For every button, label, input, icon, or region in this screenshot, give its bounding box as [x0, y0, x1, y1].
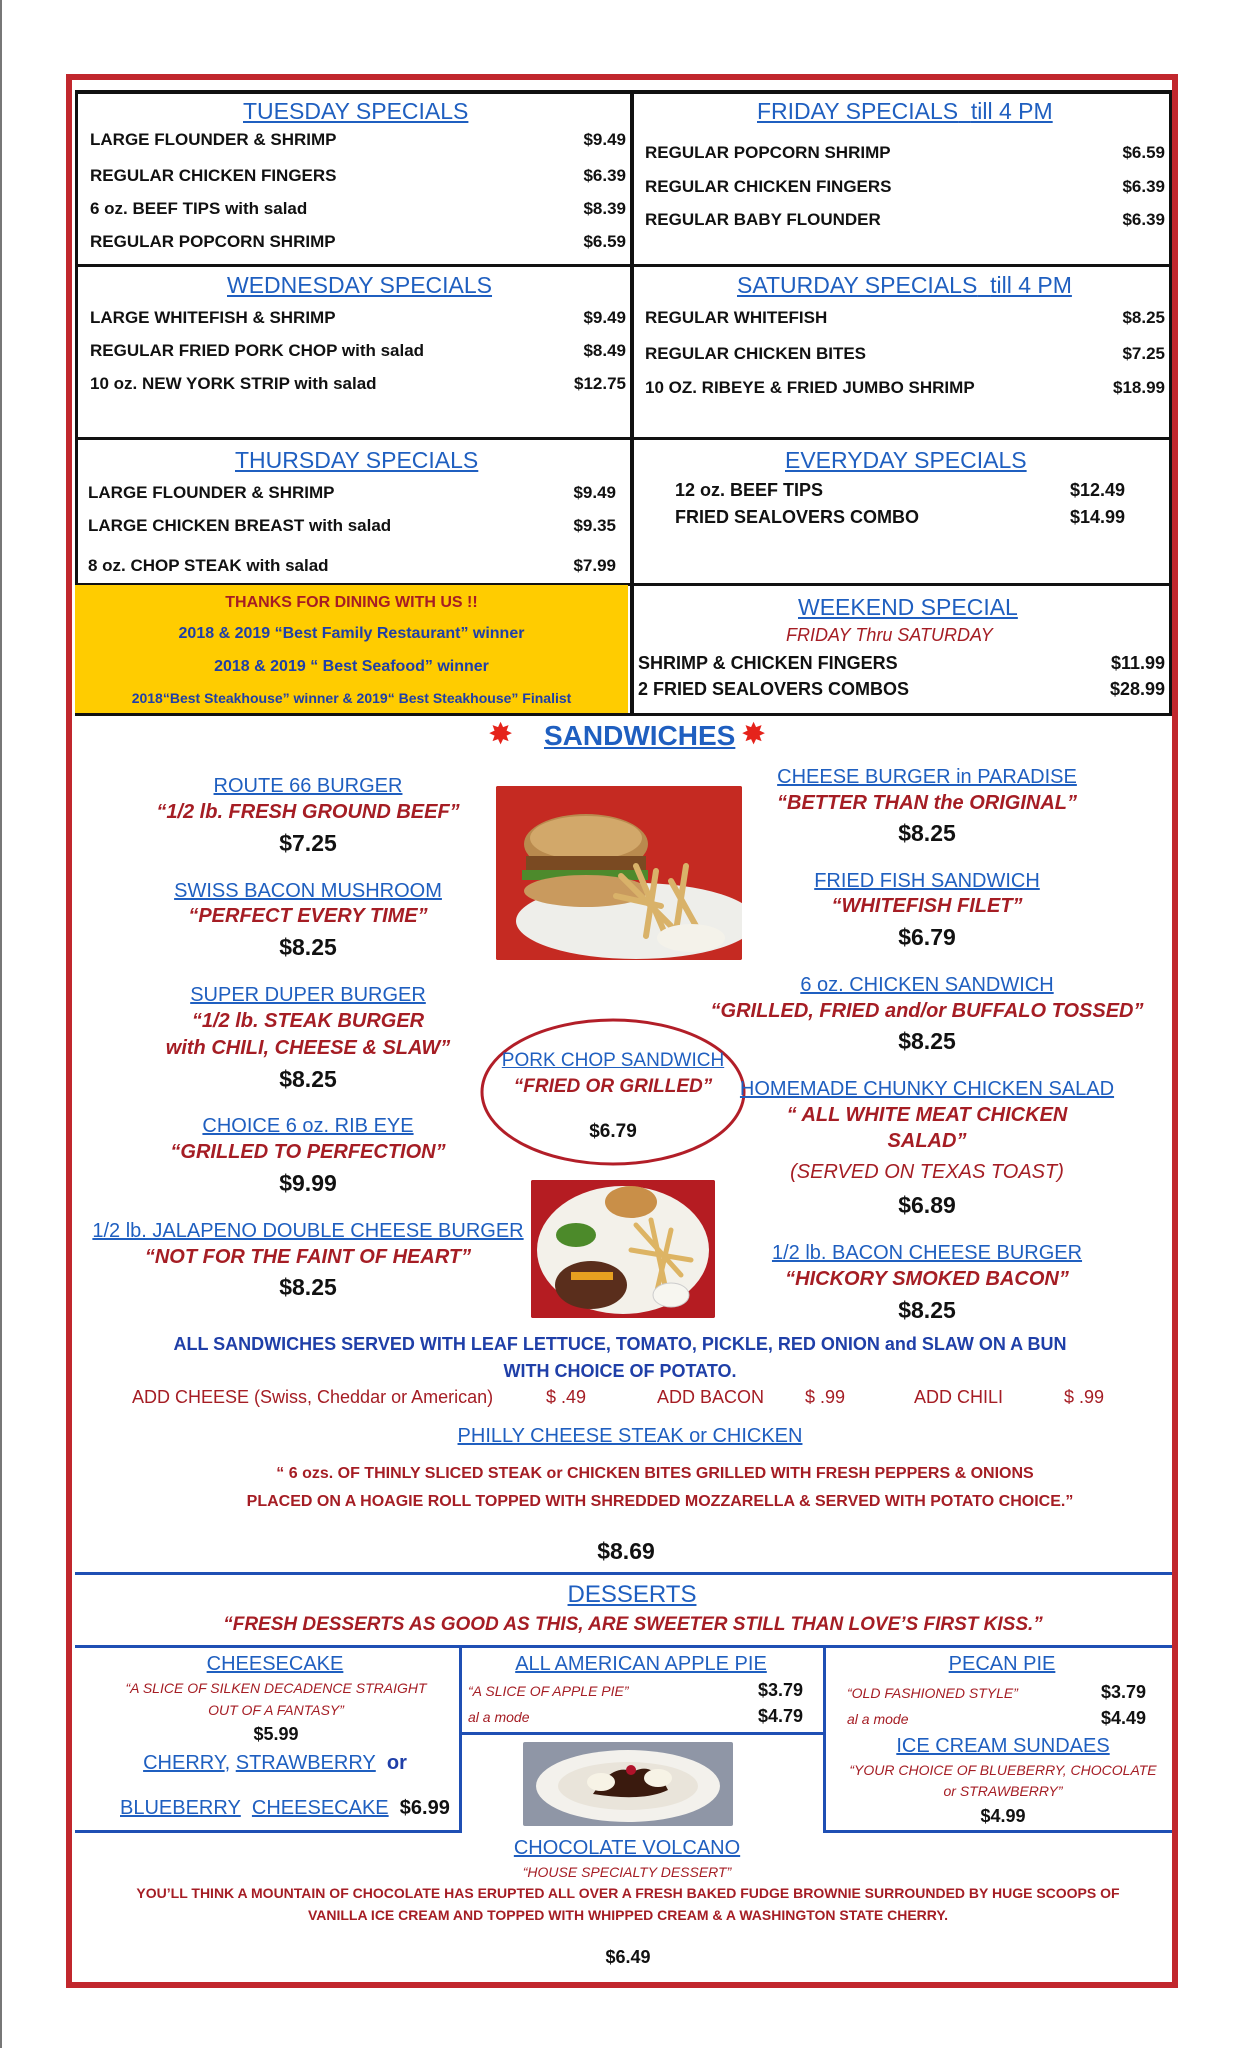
dessert-desc: “YOUR CHOICE OF BLUEBERRY, CHOCOLATE — [849, 1762, 1157, 1778]
dessert-name: CHOCOLATE VOLCANO — [513, 1837, 741, 1859]
sandwich-desc: “GRILLED TO PERFECTION” — [170, 1141, 446, 1163]
award-line: 2018 & 2019 “Best Family Restaurant” winner — [178, 625, 525, 642]
sandwich-note: ALL SANDWICHES SERVED WITH LEAF LETTUCE, TOMATO, PICKLE, RED ONION and SLAW ON A BUN — [173, 1334, 1067, 1354]
philly-name: PHILLY CHEESE STEAK or CHICKEN — [457, 1425, 803, 1447]
menu-item: 12 oz. BEEF TIPS — [675, 480, 824, 500]
sandwich-price: $8.25 — [898, 1297, 956, 1323]
flavor-cheesecake: CHEESECAKE — [251, 1797, 389, 1819]
divider — [630, 90, 634, 716]
menu-price: $12.49 — [1069, 480, 1125, 500]
sandwich-name: CHEESE BURGER in PARADISE — [777, 766, 1077, 788]
saturday-title-suffix: till 4 PM — [990, 272, 1072, 298]
menu-item: REGULAR CHICKEN FINGERS — [645, 177, 892, 196]
dessert-name: CHEESECAKE — [206, 1653, 344, 1675]
sandwich-desc: “GRILLED, FRIED and/or BUFFALO TOSSED” — [710, 1000, 1144, 1022]
menu-item: SHRIMP & CHICKEN FINGERS — [638, 653, 898, 673]
thanks-text: THANKS FOR DINING WITH US !! — [225, 594, 478, 611]
addon-chili: ADD CHILI — [914, 1387, 1004, 1407]
cheesecake-flavors — [143, 1752, 407, 1775]
dessert-desc: VANILLA ICE CREAM AND TOPPED WITH WHIPPED CREAM & A WASHINGTON STATE CHERRY. — [307, 1907, 949, 1923]
menu-price: $6.39 — [583, 166, 626, 185]
menu-price: $9.49 — [583, 130, 626, 149]
dessert-price: $4.79 — [758, 1706, 804, 1726]
menu-price: $18.99 — [1113, 378, 1165, 397]
menu-item: 6 oz. BEEF TIPS with salad — [90, 199, 308, 218]
menu-price: $7.25 — [1122, 344, 1165, 363]
dessert-name: ICE CREAM SUNDAES — [896, 1735, 1110, 1757]
menu-price: $8.49 — [583, 341, 626, 360]
flavor-separator: , — [224, 1752, 231, 1774]
chocolate-volcano-photo — [523, 1742, 733, 1826]
sandwich-name: PORK CHOP SANDWICH — [501, 1050, 725, 1071]
sandwich-name: ROUTE 66 BURGER — [213, 775, 403, 797]
sandwich-desc: “ ALL WHITE MEAT CHICKEN — [786, 1104, 1068, 1126]
sandwich-price: $7.25 — [279, 830, 337, 856]
weekend-subtitle: FRIDAY Thru SATURDAY — [786, 625, 993, 645]
sandwich-price: $8.25 — [279, 934, 337, 960]
menu-item: LARGE WHITEFISH & SHRIMP — [90, 308, 336, 327]
sandwich-desc: “NOT FOR THE FAINT OF HEART” — [144, 1246, 472, 1268]
tuesday-title: TUESDAY SPECIALS — [243, 98, 469, 124]
cheesecake-flavors-2 — [120, 1797, 450, 1820]
addon-price: $ .99 — [805, 1387, 846, 1407]
menu-item: FRIED SEALOVERS COMBO — [675, 507, 920, 527]
menu-item: 10 OZ. RIBEYE & FRIED JUMBO SHRIMP — [645, 378, 975, 397]
menu-price: $6.59 — [583, 232, 626, 251]
dessert-desc: “A SLICE OF SILKEN DECADENCE STRAIGHT — [125, 1680, 427, 1696]
sandwich-price: $6.79 — [898, 924, 956, 950]
menu-price: $9.35 — [573, 516, 616, 535]
dessert-price: $3.79 — [758, 1680, 804, 1700]
menu-price: $11.99 — [1110, 653, 1165, 673]
award-line: 2018 & 2019 “ Best Seafood” winner — [214, 658, 489, 675]
dessert-name: ALL AMERICAN APPLE PIE — [515, 1653, 767, 1675]
sandwich-price: $8.25 — [279, 1066, 337, 1092]
sandwiches-heading: SANDWICHES — [544, 720, 736, 751]
sandwich-name: FRIED FISH SANDWICH — [814, 870, 1040, 892]
addon-price: $ .99 — [1064, 1387, 1105, 1407]
menu-price: $12.75 — [574, 374, 626, 393]
divider — [75, 1830, 460, 1833]
desserts-tagline: “FRESH DESSERTS AS GOOD AS THIS, ARE SWEETER STILL THAN LOVE’S FIRST KISS.” — [223, 1614, 1043, 1635]
menu-item: REGULAR POPCORN SHRIMP — [645, 143, 891, 162]
divider — [459, 1645, 462, 1833]
menu-item: LARGE FLOUNDER & SHRIMP — [88, 483, 335, 502]
saturday-title — [737, 272, 1072, 299]
divider — [75, 90, 1172, 94]
divider — [75, 713, 1172, 716]
sandwich-desc: “WHITEFISH FILET” — [831, 895, 1023, 917]
star-icon: ✸ — [741, 718, 767, 751]
sandwich-price: $8.25 — [898, 820, 956, 846]
divider — [75, 437, 1172, 440]
sandwich-name: 1/2 lb. JALAPENO DOUBLE CHEESE BURGER — [92, 1220, 524, 1242]
menu-item: REGULAR POPCORN SHRIMP — [90, 232, 336, 251]
sandwich-price: $9.99 — [279, 1170, 337, 1196]
menu-item: 2 FRIED SEALOVERS COMBOS — [638, 679, 910, 699]
thursday-title: THURSDAY SPECIALS — [235, 447, 479, 473]
sandwich-price: $8.25 — [898, 1028, 956, 1054]
saturday-title-text: SATURDAY SPECIALS — [737, 272, 978, 298]
menu-item: 10 oz. NEW YORK STRIP with salad — [90, 374, 377, 393]
divider — [75, 1572, 1172, 1575]
weekend-title: WEEKEND SPECIAL — [798, 594, 1018, 620]
flavor-cherry: CHERRY — [143, 1752, 225, 1774]
everyday-title: EVERYDAY SPECIALS — [785, 447, 1027, 473]
philly-price: $8.69 — [597, 1538, 655, 1564]
menu-price: $14.99 — [1069, 507, 1125, 527]
dessert-price: $4.99 — [980, 1806, 1026, 1826]
jalapeno-burger-photo — [531, 1180, 715, 1318]
sandwich-desc: “PERFECT EVERY TIME” — [188, 905, 428, 927]
menu-price: $28.99 — [1109, 679, 1165, 699]
divider — [459, 1732, 826, 1735]
philly-desc: PLACED ON A HOAGIE ROLL TOPPED WITH SHREDDED MOZZARELLA & SERVED WITH POTATO CHOICE.” — [246, 1493, 1074, 1510]
sandwich-name: CHOICE 6 oz. RIB EYE — [202, 1115, 414, 1137]
sandwich-price: $6.89 — [898, 1192, 956, 1218]
divider — [75, 264, 1172, 267]
menu-price: $6.39 — [1122, 177, 1165, 196]
flavor-blueberry: BLUEBERRY — [120, 1797, 241, 1819]
menu-price: $8.39 — [583, 199, 626, 218]
sandwich-price: $6.79 — [589, 1121, 637, 1142]
friday-title — [757, 98, 1053, 125]
sandwich-desc: SALAD” — [887, 1130, 967, 1152]
dessert-desc: “HOUSE SPECIALTY DESSERT” — [522, 1864, 732, 1880]
dessert-mode: al a mode — [468, 1709, 530, 1725]
desserts-heading: DESSERTS — [567, 1581, 697, 1608]
sandwich-desc: with CHILI, CHEESE & SLAW” — [165, 1037, 451, 1059]
menu-price: $9.49 — [583, 308, 626, 327]
sandwich-note: WITH CHOICE OF POTATO. — [503, 1361, 737, 1381]
menu-item: REGULAR CHICKEN BITES — [645, 344, 867, 363]
page-edge — [0, 0, 2, 2048]
sandwich-desc: “1/2 lb. FRESH GROUND BEEF” — [156, 801, 460, 823]
menu-price: $9.49 — [573, 483, 616, 502]
dessert-price: $6.49 — [605, 1947, 651, 1967]
menu-item: REGULAR CHICKEN FINGERS — [90, 166, 337, 185]
star-icon: ✸ — [488, 718, 514, 751]
sandwich-name: SUPER DUPER BURGER — [190, 984, 426, 1006]
dessert-mode: al a mode — [847, 1711, 909, 1727]
menu-price: $6.39 — [1122, 210, 1165, 229]
sandwich-price: $8.25 — [279, 1274, 337, 1300]
divider — [75, 1645, 1172, 1648]
menu-item: 8 oz. CHOP STEAK with salad — [88, 556, 329, 575]
sandwich-desc: “1/2 lb. STEAK BURGER — [191, 1010, 425, 1032]
dessert-desc: YOU’LL THINK A MOUNTAIN OF CHOCOLATE HAS ERUPTED ALL OVER A FRESH BAKED FUDGE BROWNIE SURROUNDED BY HUGE SCOOPS OF — [136, 1885, 1120, 1901]
friday-title-text: FRIDAY SPECIALS — [757, 98, 959, 124]
burger-photo — [496, 786, 742, 960]
divider — [1169, 90, 1172, 716]
menu-item: LARGE CHICKEN BREAST with salad — [88, 516, 392, 535]
dessert-desc: OUT OF A FANTASY” — [208, 1702, 344, 1718]
sandwich-desc: “BETTER THAN the ORIGINAL” — [777, 792, 1077, 814]
sandwich-name: 1/2 lb. BACON CHEESE BURGER — [771, 1242, 1083, 1264]
flavor-or: or — [386, 1752, 407, 1774]
sandwich-desc: “HICKORY SMOKED BACON” — [785, 1268, 1069, 1290]
award-line: 2018“Best Steakhouse” winner & 2019“ Best Steakhouse” Finalist — [131, 690, 572, 706]
dessert-price: $6.99 — [399, 1797, 450, 1819]
sandwich-name: 6 oz. CHICKEN SANDWICH — [800, 974, 1054, 996]
menu-item: LARGE FLOUNDER & SHRIMP — [90, 130, 337, 149]
sandwich-note: (SERVED ON TEXAS TOAST) — [790, 1161, 1064, 1183]
divider — [823, 1645, 826, 1833]
addon-price: $ .49 — [546, 1387, 587, 1407]
sandwich-desc: “FRIED OR GRILLED” — [513, 1076, 713, 1097]
addon-bacon: ADD BACON — [657, 1387, 765, 1407]
dessert-price: $4.49 — [1101, 1708, 1147, 1728]
menu-price: $8.25 — [1122, 308, 1165, 327]
dessert-desc: or STRAWBERRY” — [943, 1783, 1063, 1799]
dessert-desc: “OLD FASHIONED STYLE” — [847, 1685, 1018, 1701]
menu-price: $7.99 — [573, 556, 616, 575]
dessert-name: PECAN PIE — [948, 1653, 1056, 1675]
menu-item: REGULAR BABY FLOUNDER — [645, 210, 881, 229]
friday-title-suffix: till 4 PM — [970, 98, 1053, 124]
menu-item: REGULAR FRIED PORK CHOP with salad — [90, 341, 425, 360]
philly-desc: “ 6 ozs. OF THINLY SLICED STEAK or CHICKEN BITES GRILLED WITH FRESH PEPPERS & ONIONS — [276, 1465, 1034, 1482]
sandwich-name: HOMEMADE CHUNKY CHICKEN SALAD — [739, 1078, 1115, 1100]
dessert-price: $3.79 — [1101, 1682, 1147, 1702]
wednesday-title: WEDNESDAY SPECIALS — [227, 272, 493, 298]
addon-cheese: ADD CHEESE (Swiss, Cheddar or American) — [132, 1387, 494, 1407]
menu-item: REGULAR WHITEFISH — [645, 308, 828, 327]
dessert-desc: “A SLICE OF APPLE PIE” — [468, 1683, 629, 1699]
sandwich-name: SWISS BACON MUSHROOM — [174, 880, 442, 902]
flavor-strawberry: STRAWBERRY — [235, 1752, 376, 1774]
divider — [825, 1830, 1172, 1833]
menu-price: $6.59 — [1122, 143, 1165, 162]
dessert-price: $5.99 — [253, 1724, 299, 1744]
